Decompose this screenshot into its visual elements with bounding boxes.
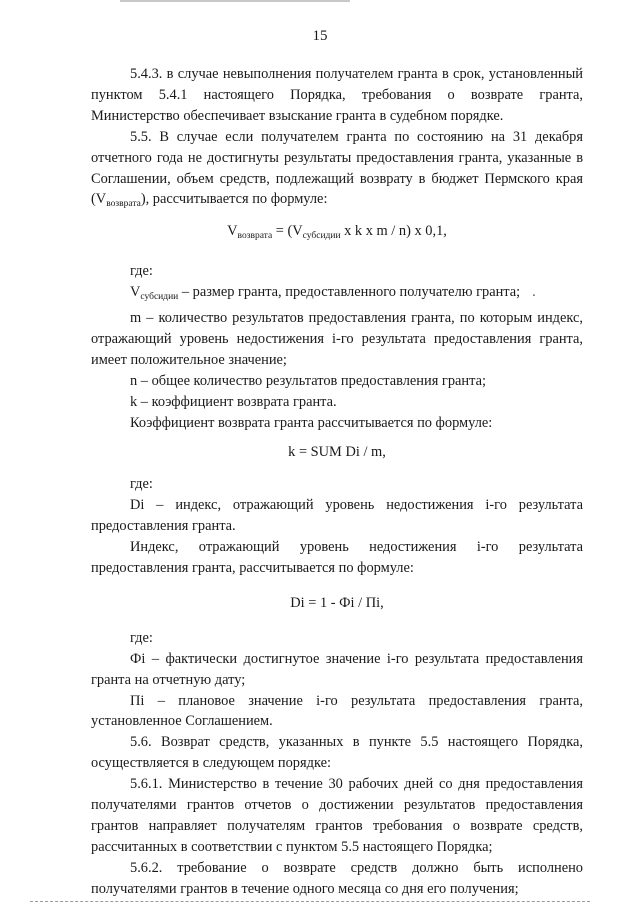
definition-k: k – коэффициент возврата гранта.: [130, 393, 337, 410]
formula-k: k = SUM Di / m,: [288, 443, 386, 460]
formula-sub-vozvrata: возврата: [237, 231, 273, 242]
paragraph-5-5-text-a: 5.5. В случае если получателем гранта по состоянию на 31 декабря отчетного года не достигнуты результаты предоставления гранта, указанные в Соглашении, объем средств, подлежащий возврату в бюджет Пермского края (V: [91, 128, 583, 208]
definition-v-subsidii: [91, 282, 583, 308]
formula-di: Di = 1 - Фi / Пi,: [290, 594, 384, 611]
definition-n: n – общее количество результатов предоставления гранта;: [130, 372, 486, 389]
formula-sub-subsidii: субсидии: [302, 231, 341, 242]
formula-v: V: [227, 223, 238, 240]
definition-pi: Пi – плановое значение i-го результата предоставления гранта, установленное Соглашением.: [91, 692, 583, 730]
formula-v-vozvrata: [91, 221, 583, 247]
formula-rest: x k x m / n) x 0,1,: [340, 223, 447, 240]
definition-di: Di – индекс, отражающий уровень недостижения i-го результата предоставления гранта.: [91, 497, 583, 535]
where-label-2: где:: [130, 476, 153, 493]
definition-fi: Фi – фактически достигнутое значение i-го результата предоставления гранта на отчетную дату;: [91, 650, 583, 688]
paragraph-5-6-2: 5.6.2. требование о возврате средств должно быть исполнено получателями грантов в течение одного месяца со дня его получения;: [91, 859, 583, 897]
where-label-1: где:: [130, 263, 153, 280]
definition-v-text: – размер гранта, предоставленного получателю гранта;: [178, 284, 521, 301]
definition-sub-subsidii: субсидии: [140, 292, 179, 303]
di-formula-intro: Индекс, отражающий уровень недостижения i-го результата предоставления гранта, рассчитывается по формуле:: [91, 539, 583, 577]
scan-edge-top: [120, 0, 350, 2]
paragraph-5-4-3: 5.4.3. в случае невыполнения получателем гранта в срок, установленный пунктом 5.4.1 настоящего Порядка, требования о возврате гранта, Министерство обеспечивает взыскание гранта в судебном порядке.: [91, 66, 583, 124]
paragraph-5-5-text-b: ), рассчитывается по формуле:: [140, 191, 328, 208]
definition-m: m – количество результатов предоставления гранта, по которым индекс, отражающий уровень недостижения i-го результата предоставления гранта, имеет положительное значение;: [91, 310, 583, 368]
subscript-vozvrata: возврата: [106, 199, 141, 210]
paragraph-5-6-1: 5.6.1. Министерство в течение 30 рабочих дней со дня предоставления получателями грантов отчетов о достижении результатов предоставления грантов направляет получателям грантов требования о возврате средств, рассчитанных в соответствии с пунктом 5.5 настоящего Порядка;: [91, 776, 583, 855]
paragraph-5-6: 5.6. Возврат средств, указанных в пункте 5.5 настоящего Порядка, осуществляется в следующем порядке:: [91, 734, 583, 772]
paragraph-5-5: [91, 127, 583, 216]
k-formula-intro: Коэффициент возврата гранта рассчитывается по формуле:: [130, 414, 493, 431]
where-label-3: где:: [130, 629, 153, 646]
definition-v: V: [130, 284, 141, 301]
scan-speck: .: [532, 284, 536, 301]
formula-mid: = (V: [272, 223, 303, 240]
page-number: 15: [312, 28, 328, 44]
document-body: [91, 64, 583, 900]
scan-edge-bottom: [30, 901, 590, 903]
